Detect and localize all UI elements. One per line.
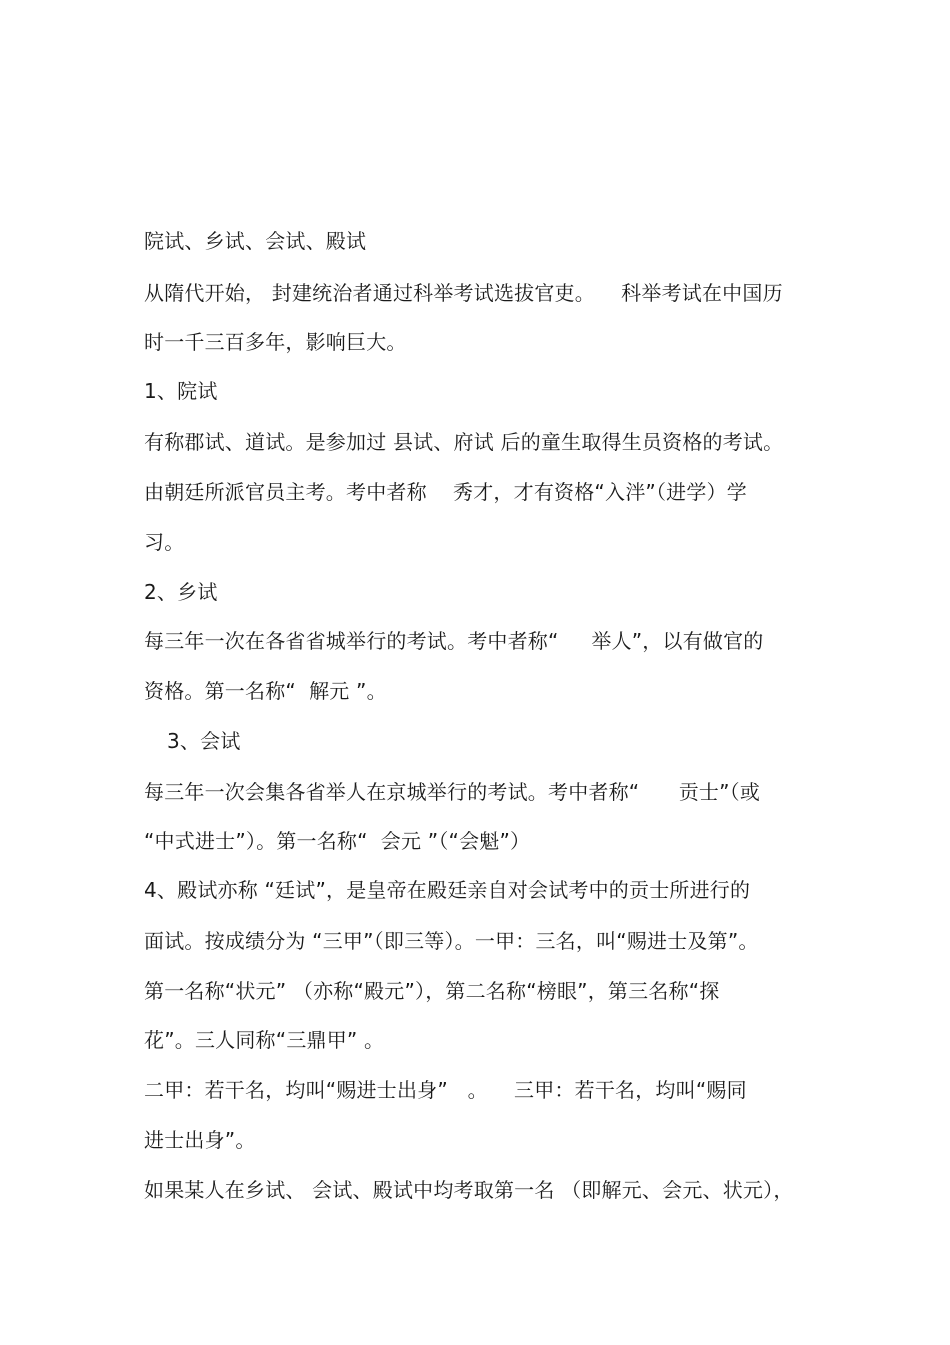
text-line: 时一千三百多年，影响巨大。 [144,330,407,354]
section-heading: 4、殿试亦称 “廷试”，是皇帝在殿廷亲自对会试考中的贡士所进行的 [144,878,751,902]
text-line: 每三年一次在各省省城举行的考试。考中者称“ 举人”，以有做官的 [144,629,764,653]
section-heading: 3、会试 [167,729,241,753]
text-line: 第一名称“状元” （亦称“殿元”），第二名称“榜眼”，第三名称“探 [144,979,720,1003]
text-line: 二甲：若干名，均叫“赐进士出身” 。 三甲：若干名，均叫“赐同 [144,1078,747,1102]
text-line: 有称郡试、道试。是参加过 县试、府试 后的童生取得生员资格的考试。 [144,430,784,454]
text-line: “中式进士”）。第一名称“ 会元 ”（“会魁”） [144,829,531,853]
text-line: 面试。按成绩分为 “三甲”（即三等）。一甲：三名，叫“赐进士及第”。 [144,929,759,953]
document-title: 院试、乡试、会试、殿试 [144,229,367,253]
section-heading: 2、乡试 [144,580,218,604]
text-line: 由朝廷所派官员主考。考中者称 秀才，才有资格“入泮”（进学）学 [144,480,747,504]
text-line: 从隋代开始， 封建统治者通过科举考试选拔官吏。 科举考试在中国历 [144,281,783,305]
text-line: 资格。第一名称“ 解元 ”。 [144,679,387,703]
text-line: 习。 [144,530,185,554]
text-line: 进士出身”。 [144,1128,256,1152]
text-line: 花”。三人同称“三鼎甲” 。 [144,1028,385,1052]
text-line: 每三年一次会集各省举人在京城举行的考试。考中者称“ 贡士”（或 [144,780,761,804]
text-line: 如果某人在乡试、 会试、殿试中均考取第一名 （即解元、会元、状元）， [144,1178,794,1202]
section-heading: 1、院试 [144,379,218,403]
